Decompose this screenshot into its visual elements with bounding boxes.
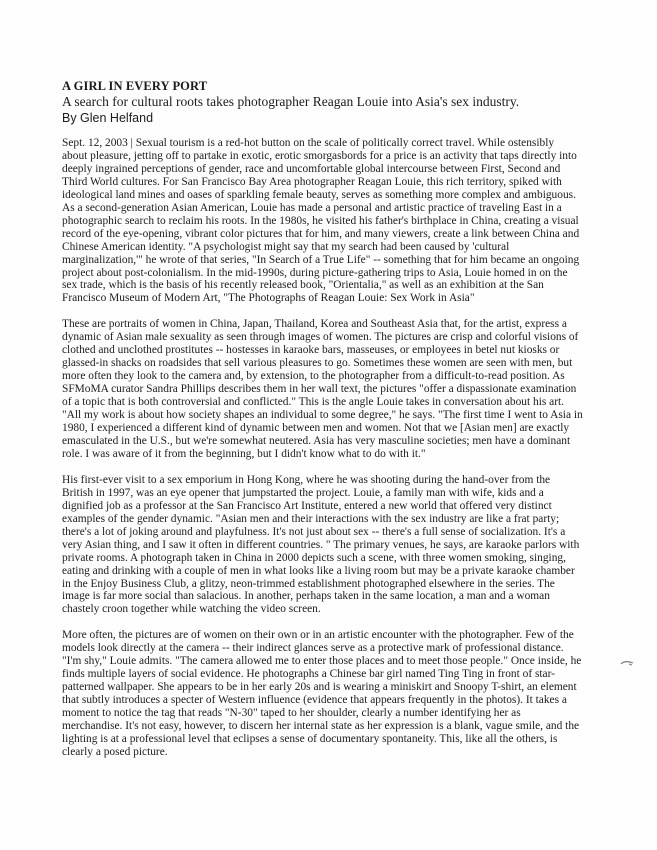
stray-pen-mark xyxy=(620,660,634,666)
paragraph-line: very Asian thing, and I saw it often in different countries. " The primary venues, he says, are karaoke parlors with xyxy=(62,538,580,551)
paragraph-line: of a topic that is both controversial and conflicted." This is the angle Louie takes in conversation about his art. xyxy=(62,396,565,409)
paragraph-line: record of the eye-opening, vibrant color pictures that for him, and many viewers, create a link between China and xyxy=(62,227,580,240)
paragraph-line: examples of the gender dynamic. "Asian men and their interactions with the sex industry are like a frat party; xyxy=(62,512,560,525)
paragraph-line: patterned wallpaper. She appears to be in her early 20s and is wearing a miniskirt and Snoopy T-shirt, an element xyxy=(62,681,577,694)
paragraph-line: marginalization,'" he wrote of that series, "In Search of a True Life" -- something that for him became an ongoing xyxy=(62,253,580,266)
paragraph-line: SFMoMA curator Sandra Phillips describes them in her wall text, the pictures "offer a dispassionate examination xyxy=(62,383,577,396)
article-paragraph xyxy=(62,629,620,759)
paragraph-line: photographic search to reclaim his roots. In the 1980s, he visited his father's birthplace in China, creating a visual xyxy=(62,214,579,227)
paragraph-line: His first-ever visit to a sex emporium in Hong Kong, where he was shooting during the hand-over from the xyxy=(62,473,551,486)
paragraph-line: emasculated in the U.S., but we're somewhat neutered. Asia has very masculine societies; men have a dominant xyxy=(62,434,571,447)
paragraph-line: These are portraits of women in China, Japan, Thailand, Korea and Southeast Asia that, for the artist, express a xyxy=(62,318,567,331)
paragraph-line: sex trade, which is the basis of his recently released book, "Orientalia," as well as an exhibition at the San xyxy=(62,279,544,292)
article-body xyxy=(62,137,620,772)
paragraph-line: in the Enjoy Business Club, a glitzy, neon-trimmed establishment photographed elsewhere in the series. The xyxy=(62,577,555,590)
paragraph-line: dignified job as a professor at the San Francisco Art Institute, entered a new world that offered very distinct xyxy=(62,499,552,512)
paragraph-line: finds multiple layers of social evidence. He photographs a Chinese bar girl named Ting Ting in front of star- xyxy=(62,668,555,681)
paragraph-line: Francisco Museum of Modern Art, "The Photographs of Reagan Louie: Sex Work in Asia" xyxy=(62,292,475,305)
paragraph-line: deeply ingrained perceptions of gender, race and uncomfortable global intercourse between First, Second and xyxy=(62,162,561,175)
paragraph-line: more often they look to the camera and, by extension, to the photographer from a difficult-to-read position. As xyxy=(62,370,565,383)
paragraph-line: clearly a posed picture. xyxy=(62,745,168,758)
article-header xyxy=(62,79,622,126)
article-paragraph xyxy=(62,318,620,460)
paragraph-line: More often, the pictures are of women on their own or in an artistic encounter with the photographer. Few of the xyxy=(62,629,574,642)
paragraph-line: chastely croon together while watching the video screen. xyxy=(62,603,321,616)
article-paragraph xyxy=(62,474,620,616)
article-title: A GIRL IN EVERY PORT xyxy=(62,79,208,93)
paragraph-line: As a second-generation Asian American, Louie has made a personal and artistic practice of traveling East in a xyxy=(62,201,562,214)
paragraph-line: ideological land mines and oases of sparkling female beauty, serves as something more complex and ambiguous. xyxy=(62,188,576,201)
article-byline: By Glen Helfand xyxy=(62,111,154,125)
paragraph-line: "All my work is about how society shapes an individual to some degree," he says. "The first time I went to Asia in xyxy=(62,409,583,422)
paragraph-line: clothed and unclothed prostitutes -- hostesses in karaoke bars, masseuses, or employees in betel nut kiosks or xyxy=(62,344,560,357)
paragraph-line: Third World cultures. For San Francisco Bay Area photographer Reagan Louie, this rich territory, spiked with xyxy=(62,175,562,188)
paragraph-line: glassed-in shacks on roadsides that sell various pleasures to go. Sometimes these women are seen with men, but xyxy=(62,357,573,370)
article-paragraph xyxy=(62,137,620,305)
paragraph-line: image is far more social than salacious. In another, perhaps taken in the same location, a man and a woman xyxy=(62,590,550,603)
paragraph-line: Sept. 12, 2003 | Sexual tourism is a red-hot button on the scale of politically correct travel. While ostensibly xyxy=(62,137,555,149)
paragraph-line: moment to notice the tag that reads "N-30" taped to her shoulder, clearly a number identifying her as xyxy=(62,707,521,720)
paragraph-line: role. I was aware of it from the beginning, but I didn't know what to do with it." xyxy=(62,447,426,460)
paragraph-line: there's a lot of joking around and playfulness. It's not just about sex -- there's a full sense of socialization. It's a xyxy=(62,525,566,538)
paragraph-line: "I'm shy," Louie admits. "The camera allowed me to enter those places and to meet those people." Once inside, he xyxy=(62,655,582,668)
paragraph-line: 1980, I experienced a different kind of dynamic between men and women. Not that we [Asian men] are exactly xyxy=(62,422,570,435)
article-subtitle: A search for cultural roots takes photographer Reagan Louie into Asia's sex industry. xyxy=(62,94,520,109)
paragraph-line: Chinese American identity. "A psychologist might say that my search had been caused by 'cultural xyxy=(62,240,510,253)
paragraph-line: about pleasure, jetting off to partake in exotic, erotic smorgasbords for a price is an activity that taps directly into xyxy=(62,149,577,162)
paragraph-line: lighting is at a professional level that eclipses a sense of documentary spontaneity. This, like all the others, is xyxy=(62,732,558,745)
paragraph-line: merchandise. It's not easy, however, to discern her internal state as her expression is a blank, vague smile, and the xyxy=(62,720,580,733)
paragraph-line: eating and drinking with a couple of men in what looks like a living room but may be a private karaoke chamber xyxy=(62,564,575,577)
paragraph-line: British in 1997, was an eye opener that jumpstarted the project. Louie, a family man with wife, kids and a xyxy=(62,486,544,499)
paragraph-line: models look directly at the camera -- their indirect glances serve as a protective mark of professional distance. xyxy=(62,642,564,655)
paragraph-line: project about post-colonialism. In the mid-1990s, during picture-gathering trips to Asia, Louie homed in on the xyxy=(62,266,568,279)
paragraph-line: that subtly introduces a specter of Western influence (evidence that appears frequently in the photos). It takes a xyxy=(62,694,567,707)
paragraph-line: private rooms. A photograph taken in China in 2000 depicts such a scene, with three women smoking, singing, xyxy=(62,551,566,564)
paragraph-line: dynamic of Asian male sexuality as seen through images of women. The pictures are crisp and colorful visions of xyxy=(62,331,579,344)
